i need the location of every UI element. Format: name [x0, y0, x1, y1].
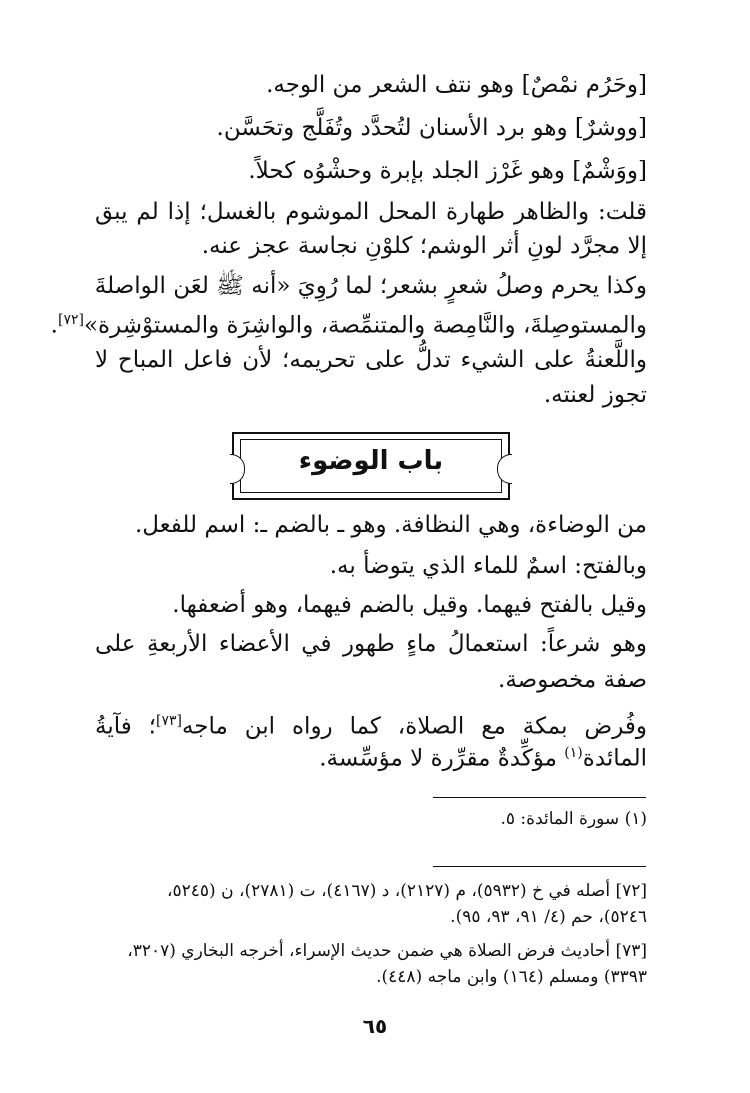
chapter-title-frame [232, 432, 510, 500]
body-line: قلت: والظاهر طهارة المحل الموشوم بالغسل؛ إذا لم يبق [95, 199, 647, 225]
endnote-ref: [٧٣] [155, 713, 182, 729]
section-line: وبالفتح: اسمٌ للماء الذي يتوضأ به. [329, 553, 647, 579]
body-line: والمستوصِلةَ، والنَّامِصة والمتنمِّصة، والواشِرَة والمستوْشِرة»[٧٢]. [50, 312, 647, 339]
endnote-line: ٥٢٤٦)، حم (٤/ ٩١، ٩٣، ٩٥). [450, 907, 647, 927]
endnote-separator [433, 866, 646, 867]
section-line: المائدة$^{(١)}$ مؤكِّدةٌ مقرِّرة لا مؤسِّسة. [319, 745, 647, 772]
section-line: من الوضاءة، وهي النظافة. وهو ـ بالضم ـ: اسم للفعل. [134, 512, 647, 538]
endnote-line: ٣٣٩٣) ومسلم (١٦٤) وابن ماجه (٤٤٨). [376, 967, 647, 987]
body-line: وكذا يحرم وصلُ شعرٍ بشعر؛ لما رُوِيَ «أنه ﷺ لعَن الواصلةَ [94, 273, 647, 299]
section-line: صفة مخصوصة. [498, 667, 647, 693]
endnote-ref: [٧٢] [57, 312, 84, 328]
endnote-line: [٧٣] أحاديث فرض الصلاة هي ضمن حديث الإسراء، أخرجه البخاري (٣٢٠٧، [127, 941, 647, 961]
body-line: [ووشرٌ] وهو برد الأسنان لتُحدَّد وتُفَلَّج وتحَسَّن. [216, 115, 647, 141]
body-line: إلا مجرَّد لونِ أثر الوشم؛ كلوْنِ نجاسة عجز عنه. [201, 233, 647, 259]
body-line: [ووَشْمٌ] وهو غَرْز الجلد بإبرة وحشْوُه كحلاً. [248, 158, 647, 184]
body-line: [وحَرُم نمْصٌ] وهو نتف الشعر من الوجه. [266, 72, 647, 98]
footnote: (١) سورة المائدة: ٥. [500, 809, 647, 829]
body-line: تجوز لعنته. [543, 382, 647, 408]
footnote-separator [433, 797, 646, 798]
body-line: واللَّعنةُ على الشيء تدلُّ على تحريمه؛ لأن فاعل المباح لا [95, 347, 647, 373]
section-line: وهو شرعاً: استعمالُ ماءٍ طهور في الأعضاء الأربعةِ على [95, 631, 647, 657]
chapter-title: باب الوضوء [298, 446, 444, 476]
endnote-line: [٧٢] أصله في خ (٥٩٣٢)، م (٢١٢٧)، د (٤١٦٧)، ت (٢٧٨١)، ن (٥٢٤٥، [167, 881, 647, 901]
section-line: وفُرض بمكة مع الصلاة، كما رواه ابن ماجه[٧٣]؛ فآيةُ [95, 713, 647, 740]
footnote-ref: (١) [564, 745, 583, 761]
section-line: وقيل بالفتح فيهما. وقيل بالضم فيهما، وهو أضعفها. [172, 592, 647, 618]
page-number: ٦٥ [362, 1014, 388, 1038]
